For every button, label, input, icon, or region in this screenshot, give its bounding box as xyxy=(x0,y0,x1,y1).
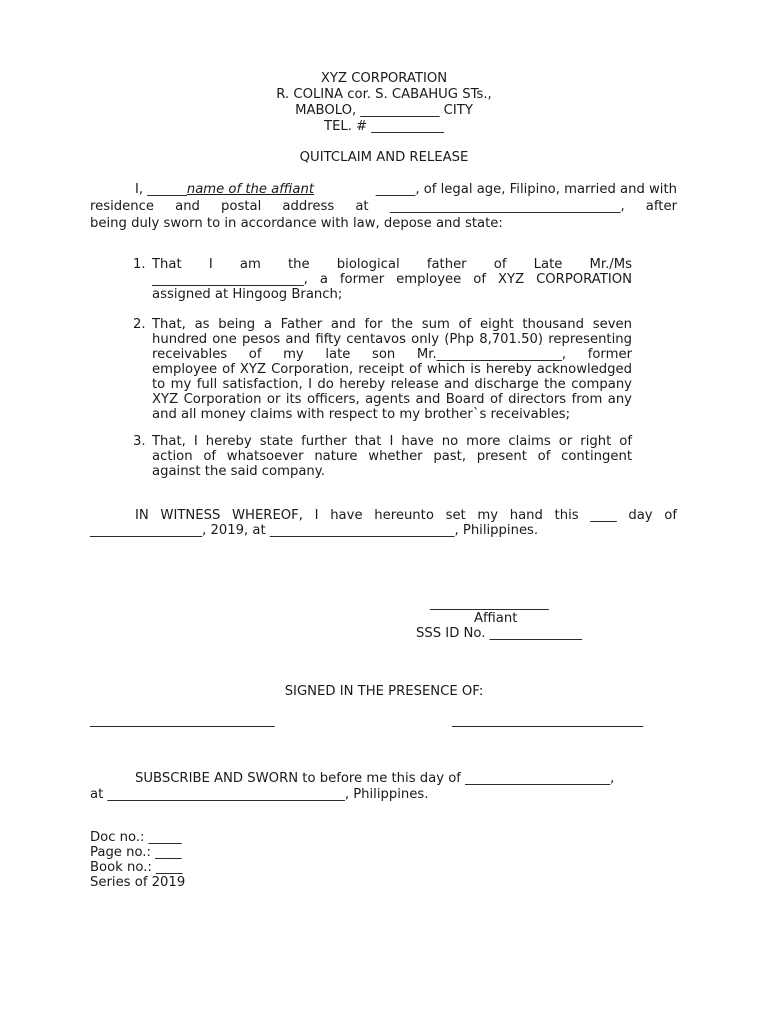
item-2-line-6: XYZ Corporation or its officers, agents and Board of directors from any xyxy=(152,392,632,407)
witness-signature-left: ____________________________ xyxy=(90,713,275,728)
item-2-line-7: and all money claims with respect to my brother`s receivables; xyxy=(152,407,571,422)
intro-line-2: residence and postal address at ___________________________________, after xyxy=(90,199,677,214)
item-2-line-1: That, as being a Father and for the sum of eight thousand seven xyxy=(152,317,632,332)
document-title: QUITCLAIM AND RELEASE xyxy=(299,150,469,165)
item-1-number: 1. xyxy=(133,257,146,272)
doc-number: Doc no.: _____ xyxy=(90,830,182,845)
series-year: Series of 2019 xyxy=(90,875,186,890)
item-2-line-5: to my full satisfaction, I do hereby release and discharge the company xyxy=(152,377,632,392)
company-city: MABOLO, ____________ CITY xyxy=(295,103,473,118)
item-3-line-3: against the said company. xyxy=(152,464,325,479)
item-2-line-4: employee of XYZ Corporation, receipt of which is hereby acknowledged xyxy=(152,362,632,377)
item-2-line-2: hundred one pesos and fifty centavos only (Php 8,701.50) representing xyxy=(152,332,632,347)
book-number: Book no.: ____ xyxy=(90,860,183,875)
item-1-line-2: _______________________, a former employee of XYZ CORPORATION xyxy=(152,272,632,287)
witness-line-1: IN WITNESS WHEREOF, I have hereunto set my hand this ____ day of xyxy=(135,508,677,523)
subscribe-line-1: SUBSCRIBE AND SWORN to before me this day of ______________________, xyxy=(135,771,615,786)
page-number: Page no.: ____ xyxy=(90,845,182,860)
subscribe-line-2: at ____________________________________, Philippines. xyxy=(90,787,429,802)
item-2-line-3: receivables of my late son Mr.___________________, former xyxy=(152,347,632,362)
intro-line-3: being duly sworn to in accordance with law, depose and state: xyxy=(90,216,503,231)
presence-heading: SIGNED IN THE PRESENCE OF: xyxy=(284,684,484,699)
intro-rest: ______, of legal age, Filipino, married and with xyxy=(375,182,677,197)
item-3-line-2: action of whatsoever nature whether past, present of contingent xyxy=(152,449,632,464)
witness-signature-right: _____________________________ xyxy=(452,713,644,728)
sss-id-field: SSS ID No. ______________ xyxy=(416,626,582,641)
company-name: XYZ CORPORATION xyxy=(320,71,448,86)
item-1-line-1: That I am the biological father of Late Mr./Ms xyxy=(152,257,632,272)
affiant-name-placeholder: name of the affiant xyxy=(186,182,315,197)
affiant-label: Affiant xyxy=(474,611,518,626)
company-street: R. COLINA cor. S. CABAHUG STs., xyxy=(276,87,492,102)
affiant-signature-line: __________________ xyxy=(430,596,549,611)
intro-start: I, ______ xyxy=(135,182,187,197)
item-2-number: 2. xyxy=(133,317,146,332)
item-3-number: 3. xyxy=(133,434,146,449)
item-3-line-1: That, I hereby state further that I have no more claims or right of xyxy=(152,434,632,449)
witness-line-2: _________________, 2019, at ____________________________, Philippines. xyxy=(90,523,539,538)
intro-line-1 xyxy=(90,182,677,197)
company-tel: TEL. # ___________ xyxy=(324,119,444,134)
item-1-line-3: assigned at Hingoog Branch; xyxy=(152,287,343,302)
